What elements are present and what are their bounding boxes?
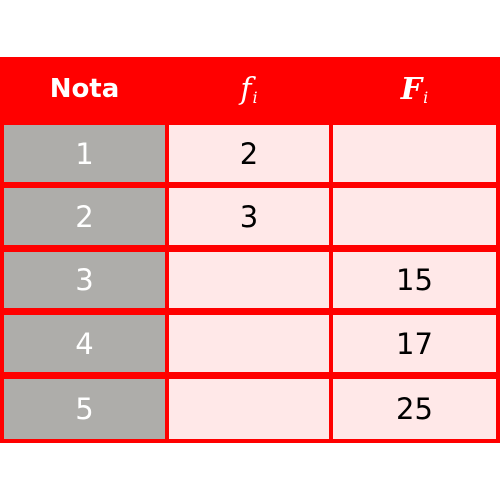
header-fi-main: f bbox=[240, 71, 252, 107]
header-Fi bbox=[333, 57, 496, 121]
cell-Fi bbox=[333, 125, 496, 182]
cell-Fi bbox=[333, 188, 496, 245]
cell-nota: 5 bbox=[4, 379, 165, 439]
cell-nota: 2 bbox=[4, 188, 165, 245]
cell-nota: 1 bbox=[4, 125, 165, 182]
cell-Fi: 15 bbox=[333, 252, 496, 308]
cell-nota: 4 bbox=[4, 315, 165, 372]
cell-fi: 3 bbox=[169, 188, 329, 245]
header-Fi-main: F bbox=[400, 71, 423, 107]
header-nota bbox=[4, 57, 165, 121]
cell-Fi: 25 bbox=[333, 379, 496, 439]
table-header bbox=[0, 57, 500, 121]
header-nota-label: Nota bbox=[49, 74, 120, 104]
cell-Fi: 17 bbox=[333, 315, 496, 372]
header-Fi-sub: i bbox=[423, 87, 429, 107]
frequency-table bbox=[0, 57, 500, 443]
cell-fi bbox=[169, 379, 329, 439]
header-fi-sub: i bbox=[252, 87, 258, 107]
cell-fi: 2 bbox=[169, 125, 329, 182]
cell-nota: 3 bbox=[4, 252, 165, 308]
header-fi bbox=[169, 57, 329, 121]
cell-fi bbox=[169, 315, 329, 372]
cell-fi bbox=[169, 252, 329, 308]
